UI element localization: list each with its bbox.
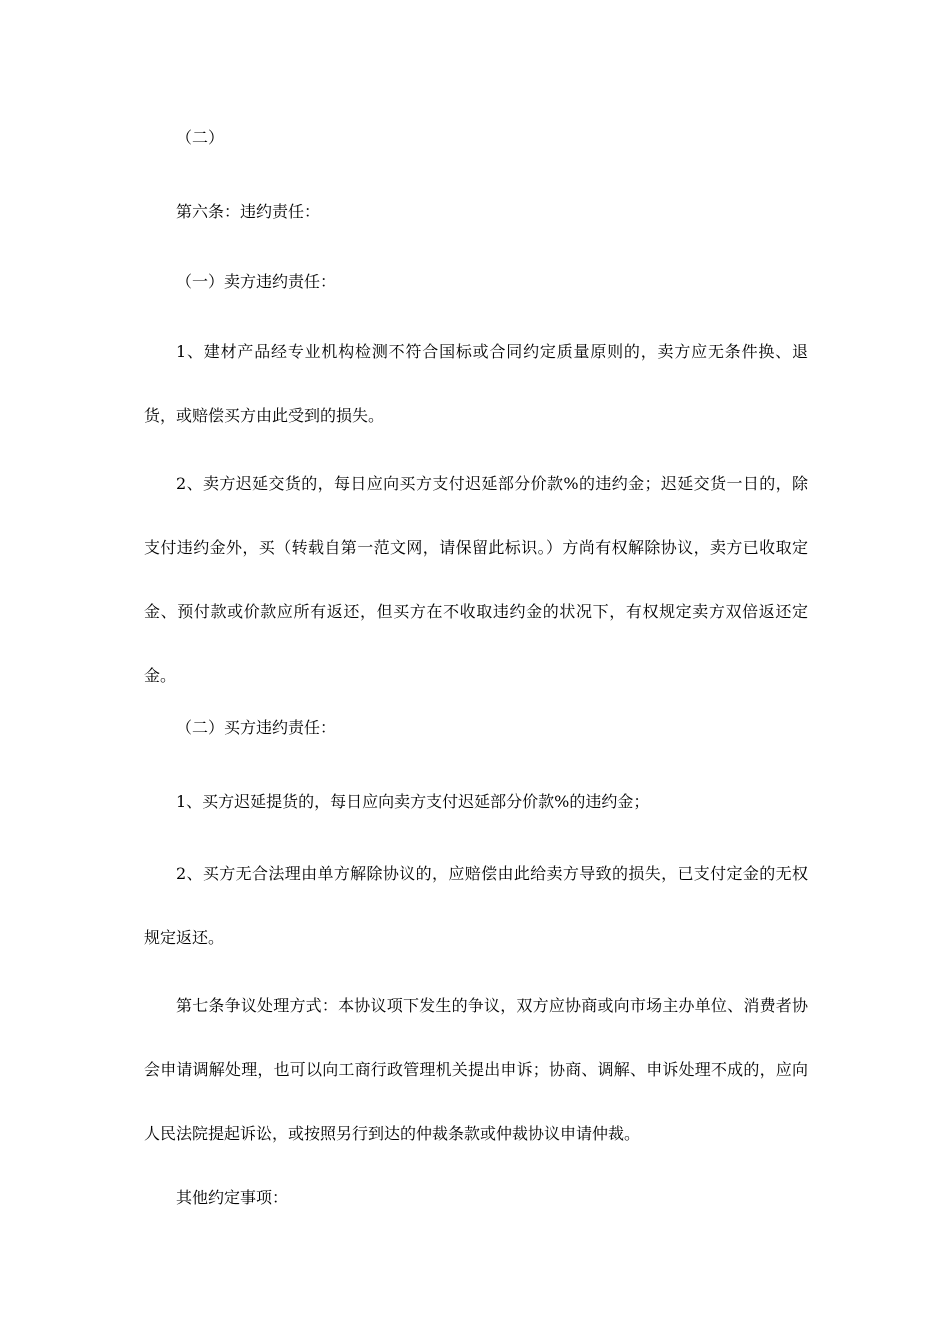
paragraph-buyer-item-2: 2、买方无合法理由单方解除协议的，应赔偿由此给卖方导致的损失，已支付定金的无权规定返还。 [144,864,808,947]
paragraph-seller-liability-heading: （一）卖方违约责任： [176,272,337,291]
paragraph-seller-item-2: 2、卖方迟延交货的，每日应向买方支付迟延部分价款%的违约金；迟延交货一日的，除支付违约金外，买（转载自第一范文网，请保留此标识。）方尚有权解除协议，卖方已收取定金、预付款或价款应所有返还，但买方在不收取违约金的状况下，有权规定卖方双倍返还定金。 [144,474,808,685]
paragraph-buyer-liability-heading: （二）买方违约责任： [176,718,337,737]
paragraph-seller-item-1: 1、建材产品经专业机构检测不符合国标或合同约定质量原则的，卖方应无条件换、退货，或赔偿买方由此受到的损失。 [144,342,808,425]
paragraph-article-six-title: 第六条：违约责任： [176,202,321,221]
paragraph-article-seven: 第七条争议处理方式：本协议项下发生的争议，双方应协商或向市场主办单位、消费者协会申请调解处理，也可以向工商行政管理机关提出申诉；协商、调解、申诉处理不成的，应向人民法院提起诉讼，或按照另行到达的仲裁条款或仲裁协议申请仲裁。 [144,996,808,1143]
paragraph-other-matters: 其他约定事项： [176,1188,289,1207]
paragraph-section-two: （二） [176,128,225,147]
paragraph-buyer-item-1: 1、买方迟延提货的，每日应向卖方支付迟延部分价款%的违约金； [176,792,650,811]
